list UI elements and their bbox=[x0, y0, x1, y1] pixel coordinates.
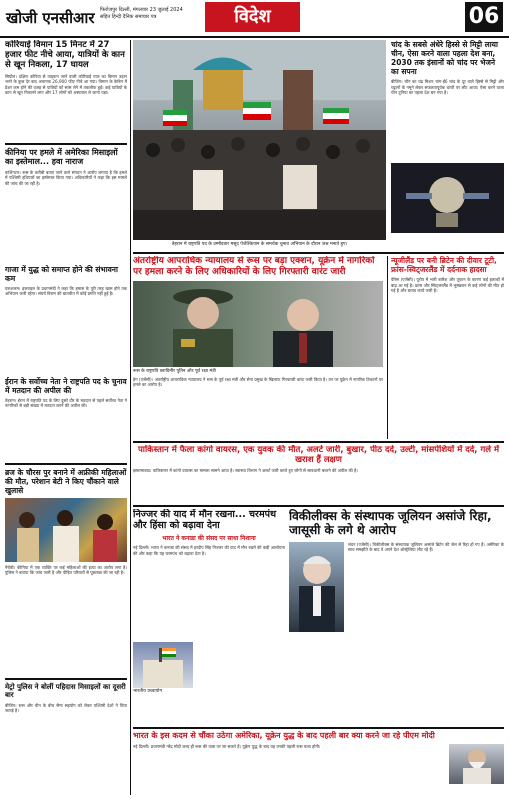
story-assange bbox=[289, 509, 504, 724]
photo-caption-india-mission: भारतीय उच्चायोग bbox=[133, 688, 163, 694]
photo-caption-putin: रूस के राष्ट्रपति व्लादिमीर पुतिन और पूर्व रक्षा मंत्री bbox=[133, 368, 216, 374]
story-china-moon-body: बीजिंग। चीन का चंद्र मिशन चांग-ई6 चांद के दूर वाले हिस्से से मिट्टी और चट्टानों के नमूने लेकर सफलतापूर्वक धरती पर लौट आया। ऐसा करने वाला चीन दुनिया का पहला देश बन गया है। bbox=[391, 79, 504, 96]
story-china-moon bbox=[391, 40, 504, 252]
headline-europe-floods: न्यूजीलैंड पर बनी ब्रिटेन की दीवार टूटी, फ्रांस-स्विट्जरलैंड में दर्दनाक हादसा bbox=[391, 256, 497, 274]
divider bbox=[5, 678, 127, 680]
newspaper-brand: खोजी एनसीआर bbox=[6, 9, 95, 27]
story-modi bbox=[133, 731, 504, 795]
photo-india-mission bbox=[133, 642, 193, 688]
photo-india-mission-building bbox=[133, 642, 193, 688]
story-metro: बीजिंग। रूस और चीन के बीच सैन्य सहयोग को लेकर पश्चिमी देशों ने चिंता जताई है। bbox=[5, 702, 127, 714]
horizontal-rule bbox=[133, 727, 504, 729]
headline-nijjar: निज्जर की याद में मौन रखना... चरमपंथ और हिंसा को बढ़ावा देना bbox=[133, 509, 277, 532]
section-title: विदेश bbox=[205, 2, 300, 32]
horizontal-rule bbox=[133, 441, 504, 443]
photo-tehran-rally-crowd bbox=[133, 40, 386, 240]
photo-modi bbox=[449, 744, 504, 784]
headline-icc-russia: अंतर्राष्ट्रीय आपराधिक न्यायालय से रूस पर बड़ा एक्शन, यूक्रेन में नागरिकों पर हमला करने के लिए अधिकारियों के लिए गिरफ्तारी वारंट जारी bbox=[133, 256, 375, 277]
story-gaza: यरूशलम। इजराइल के प्रधानमंत्री ने कहा कि हमास के पूरी तरह खत्म होने तक अभियान जारी रहेगा। संघर्ष विराम की बातचीत में कोई प्रगति नहीं हुई है। bbox=[5, 285, 127, 297]
divider bbox=[5, 463, 127, 465]
story-modi-body: नई दिल्ली। प्रधानमंत्री नरेंद्र मोदी जल्द ही रूस की यात्रा पर जा सकते हैं। यूक्रेन युद्ध के बाद यह उनकी पहली रूस यात्रा होगी। bbox=[133, 743, 321, 749]
lead-story bbox=[133, 256, 383, 439]
headline-missiles: कीनिया पर हमले में अमेरिका मिसाइलों का इस्तेमाल... हवा नाराज bbox=[5, 147, 118, 167]
dateline-line1: फिरोजपुर दिल्ली, मंगलवार 23 जुलाई 2024 bbox=[100, 7, 183, 13]
story-icc-russia: हेग (एजेंसी)। अंतर्राष्ट्रीय आपराधिक न्यायालय ने रूस के पूर्व रक्षा मंत्री और सेना प्रमुख के खिलाफ गिरफ्तारी वारंट जारी किया है। उन पर यूक्रेन में नागरिक ठिकानों पर हमले का आरोप है। bbox=[133, 376, 383, 388]
divider bbox=[5, 143, 127, 145]
story-europe-floods-body: पेरिस (एजेंसी)। यूरोप में भारी बारिश और तूफान के कारण कई इलाकों में बाढ़ आ गई है। फ्रांस और स्विट्जरलैंड में भूस्खलन से कई लोगों की मौत हो गई है और बचाव कार्य जारी है। bbox=[391, 277, 504, 294]
headline-korean-plane: कोरियाई विमान 15 मिनट में 27 हजार फीट नीचे आया, यात्रियों के कान से खून निकला, 17 घायल bbox=[5, 40, 125, 71]
subhead-nijjar: भारत ने कनाडा की संसद पर साधा निशाना bbox=[162, 534, 256, 542]
left-column bbox=[5, 40, 127, 795]
photo-moon-probe bbox=[391, 163, 504, 233]
photo-women-protest-figures bbox=[5, 498, 127, 562]
headline-metro: मेट्रो पुलिस ने बोलीं पहिदास मिसाइलों का दूसरी बार bbox=[5, 682, 126, 700]
photo-putin-general-figures bbox=[133, 281, 383, 367]
headline-china-moon: चांद के सबसे अंधेरे हिस्से से मिट्टी लाया चीन, ऐसा करने वाला पहला देश बना, 2030 तक इंसानों को चांद पर भेजने का सपना bbox=[391, 40, 498, 76]
column-rule bbox=[130, 40, 131, 795]
masthead bbox=[0, 0, 509, 38]
dateline-line2: सहित हिन्दी दैनिक समाचार पत्र bbox=[100, 14, 157, 20]
photo-modi-figure bbox=[449, 744, 504, 784]
story-african-women: नैरोबी। कीनिया में एक व्यक्ति पर कई महिलाओं की हत्या का आरोप लगा है। पुलिस ने बताया कि जांच जारी है और पीड़ित परिवारों से पूछताछ की जा रही है। bbox=[5, 564, 127, 576]
headline-gaza: गाजा में युद्ध को समाप्त होने की संभावना कम bbox=[5, 264, 118, 283]
horizontal-rule bbox=[133, 505, 504, 507]
story-korean-plane: सियोल। दक्षिण कोरिया से ताइवान जाने वाली कोरियाई एयर का विमान उड़ान भरने के कुछ देर बाद अचानक 26,900 फीट नीचे आ गया। विमान के केबिन में प्रेशर कम होने की वजह से यात्रियों को सांस लेने में तकलीफ हुई। कई यात्रियों के कान से खून निकलने लगा और 17 लोगों को अस्पताल ले जाना पड़ा। bbox=[5, 73, 127, 96]
photo-tehran-rally bbox=[133, 40, 386, 240]
headline-iran-election: ईरान के सर्वोच्च नेता ने राष्ट्रपति पद के चुनाव में मतदान की अपील की bbox=[5, 376, 127, 395]
photo-caption-tehran: तेहरान में राष्ट्रपति पद के उम्मीदवार मसूद पेजेश्कियान के समर्थक चुनाव अभियान के दौरान जश्न मनाते हुए। bbox=[171, 242, 348, 247]
photo-moon-probe-figure bbox=[391, 163, 504, 233]
headline-modi: भारत के इस कदम से चौंका उठेगा अमेरिका, यूक्रेन युद्ध के बाद पहली बार क्या करने जा रहे पीएम मोदी bbox=[133, 731, 435, 740]
column-rule bbox=[387, 256, 388, 439]
story-nijjar bbox=[133, 509, 285, 724]
story-pakistan-congo-body: इस्लामाबाद। पाकिस्तान में कांगो वायरस का मामला सामने आया है। स्वास्थ्य विभाग ने अलर्ट जारी करते हुए लोगों से सावधानी बरतने की अपील की है। bbox=[133, 468, 358, 474]
page-number: 06 bbox=[465, 2, 503, 32]
photo-assange bbox=[289, 542, 344, 632]
photo-women-protest bbox=[5, 498, 127, 562]
story-pakistan-congo bbox=[133, 445, 504, 503]
story-europe-floods bbox=[391, 256, 504, 439]
photo-assange-portrait bbox=[289, 542, 344, 632]
story-missiles: वाशिंगटन। रूस के करीबी बताए जाने वाले संगठन ने आरोप लगाया है कि हमले में पश्चिमी हथियारों का इस्तेमाल किया गया। अधिकारियों ने कहा कि इस मामले की जांच की जा रही है। bbox=[5, 169, 127, 186]
story-assange-body: लंदन (एजेंसी)। विकीलीक्स के संस्थापक जूलियन असांजे ब्रिटेन की जेल से रिहा हो गए हैं। अमेरिका के साथ समझौते के बाद वे अपने देश ऑस्ट्रेलिया लौट रहे हैं। bbox=[348, 541, 504, 553]
photo-putin-general bbox=[133, 281, 383, 367]
horizontal-rule bbox=[133, 252, 504, 254]
headline-assange: विकीलीक्स के संस्थापक जूलियन असांजे रिहा, जासूसी के लगे थे आरोप bbox=[289, 509, 492, 538]
headline-pakistan-congo: पाकिस्तान में फैला कांगो वायरस, एक युवक की मौत, अलर्ट जारी, बुखार, पीठ दर्द, उल्टी, मांसपेशियों में दर्द, गले में खराश हैं लक्षण bbox=[137, 445, 500, 466]
story-nijjar-body: नई दिल्ली। भारत ने कनाडा की संसद में हरदीप सिंह निज्जर की याद में मौन रखने की कड़ी आलोचना की और कहा कि यह चरमपंथ को बढ़ावा देता है। bbox=[133, 544, 285, 556]
story-iran-election: तेहरान। ईरान में राष्ट्रपति पद के लिए दूसरे दौर के मतदान से पहले सर्वोच्च नेता ने नागरिकों से बड़ी संख्या में मतदान करने की अपील की। bbox=[5, 397, 127, 409]
headline-african-women: ब्रज के चौरस पुर बनाने में अफ्रीकी महिलाओं की मौत, परेशान बेटी ने किए चौंकाने वाले खुलासे bbox=[5, 467, 127, 495]
